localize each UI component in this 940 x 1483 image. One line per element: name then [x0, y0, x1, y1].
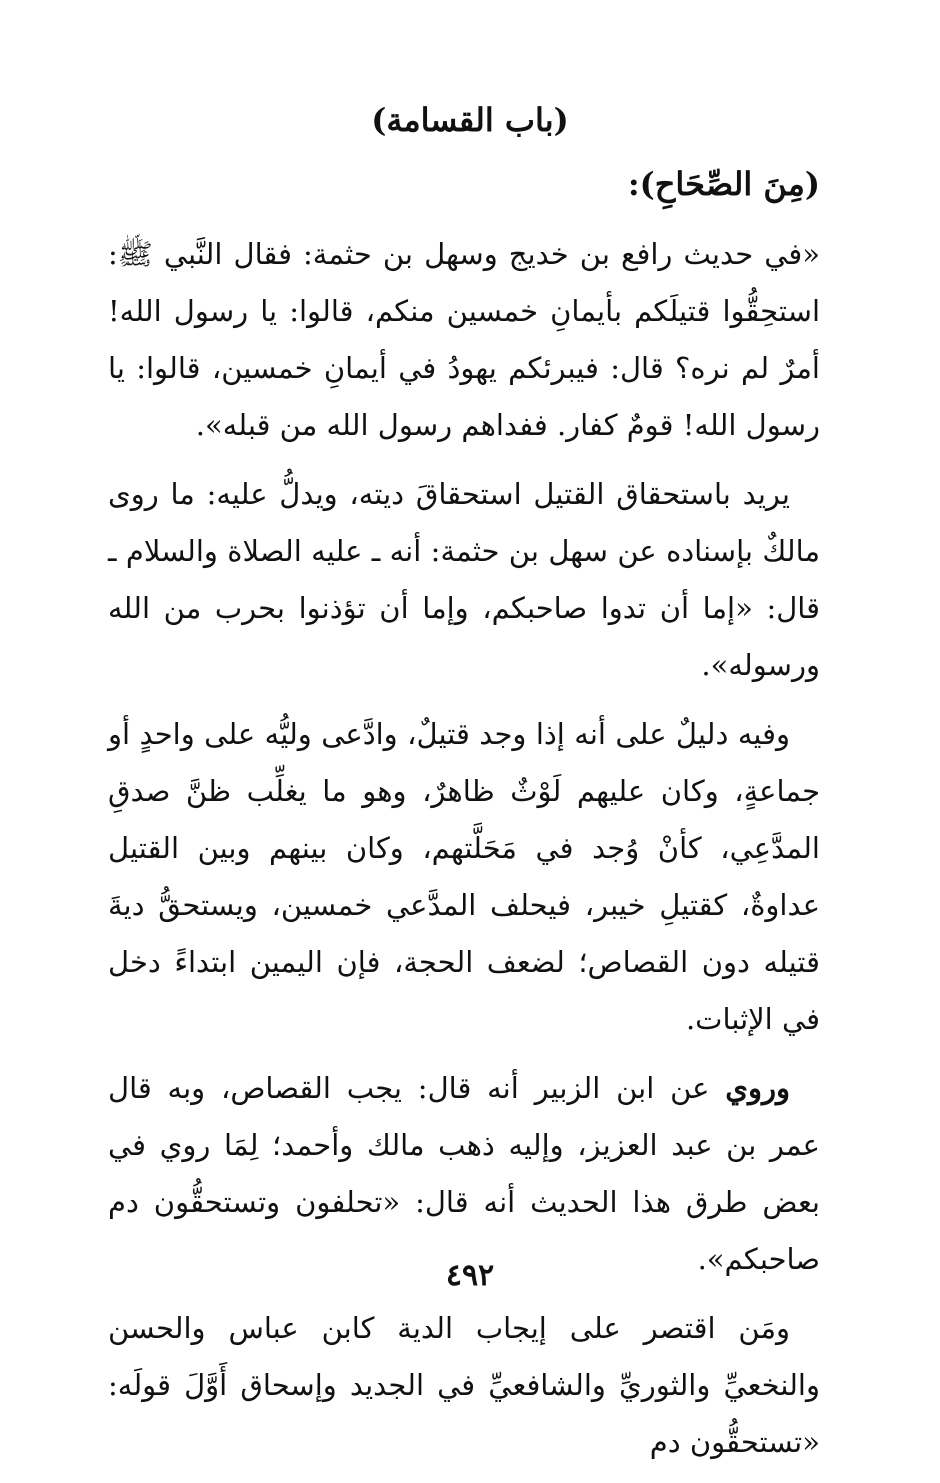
lead-word: وروي — [725, 1071, 790, 1105]
page-number: ٤٩٢ — [445, 1258, 495, 1293]
paragraph-opinions: ومَن اقتصر على إيجاب الدية كابن عباس والحسن والنخعيِّ والثوريِّ والشافعيِّ في الجديد وإسحاق أَوَّلَ قولَه: «تستحقُّون دم — [108, 1311, 820, 1459]
paragraph-narration — [108, 1060, 820, 1288]
paragraph-hadith: «في حديث رافع بن خديج وسهل بن حثمة: فقال النَّبي ﷺ: استحِقُّوا قتيلَكم بأيمانِ خمسين منكم، قالوا: يا رسول الله! أمرٌ لم نره؟ قال: فيبرئكم يهودُ في أيمانِ خمسين، قالوا: يا رسول الله! قومٌ كفار. ففداهم رسول الله من قبله». — [108, 237, 820, 442]
paragraph-narration-text: عن ابن الزبير أنه قال: يجب القصاص، وبه قال عمر بن عبد العزيز، وإليه ذهب مالك وأحمد؛ لِمَا روي في بعض طرق هذا الحديث أنه قال: «تحلفون وتستحقُّون دم صاحبكم». — [108, 1071, 820, 1276]
paragraph-evidence: وفيه دليلٌ على أنه إذا وجد قتيلٌ، وادَّعى وليُّه على واحدٍ أو جماعةٍ، وكان عليهم لَوْثٌ ظاهرٌ، وهو ما يغلِّب ظنَّ صدقِ المدَّعِي، كأنْ وُجد في مَحَلَّتهم، وكان بينهم وبين القتيل عداوةٌ، كقتيلِ خيبر، فيحلف المدَّعي خمسين، ويستحقُّ ديةَ قتيله دون القصاص؛ لضعف الحجة، فإن اليمين ابتداءً دخل في الإثبات. — [108, 717, 820, 1036]
chapter-title: (باب القسامة) — [371, 101, 569, 139]
body-text — [108, 226, 820, 1483]
section-heading: (مِنَ الصِّحَاحِ): — [627, 165, 820, 203]
paragraph-explanation: يريد باستحقاق القتيل استحقاقَ ديته، ويدلُّ عليه: ما روى مالكٌ بإسناده عن سهل بن حثمة: أنه ـ عليه الصلاة والسلام ـ قال: «إما أن تدوا صاحبكم، وإما أن تؤذنوا بحرب من الله ورسوله». — [108, 477, 820, 682]
